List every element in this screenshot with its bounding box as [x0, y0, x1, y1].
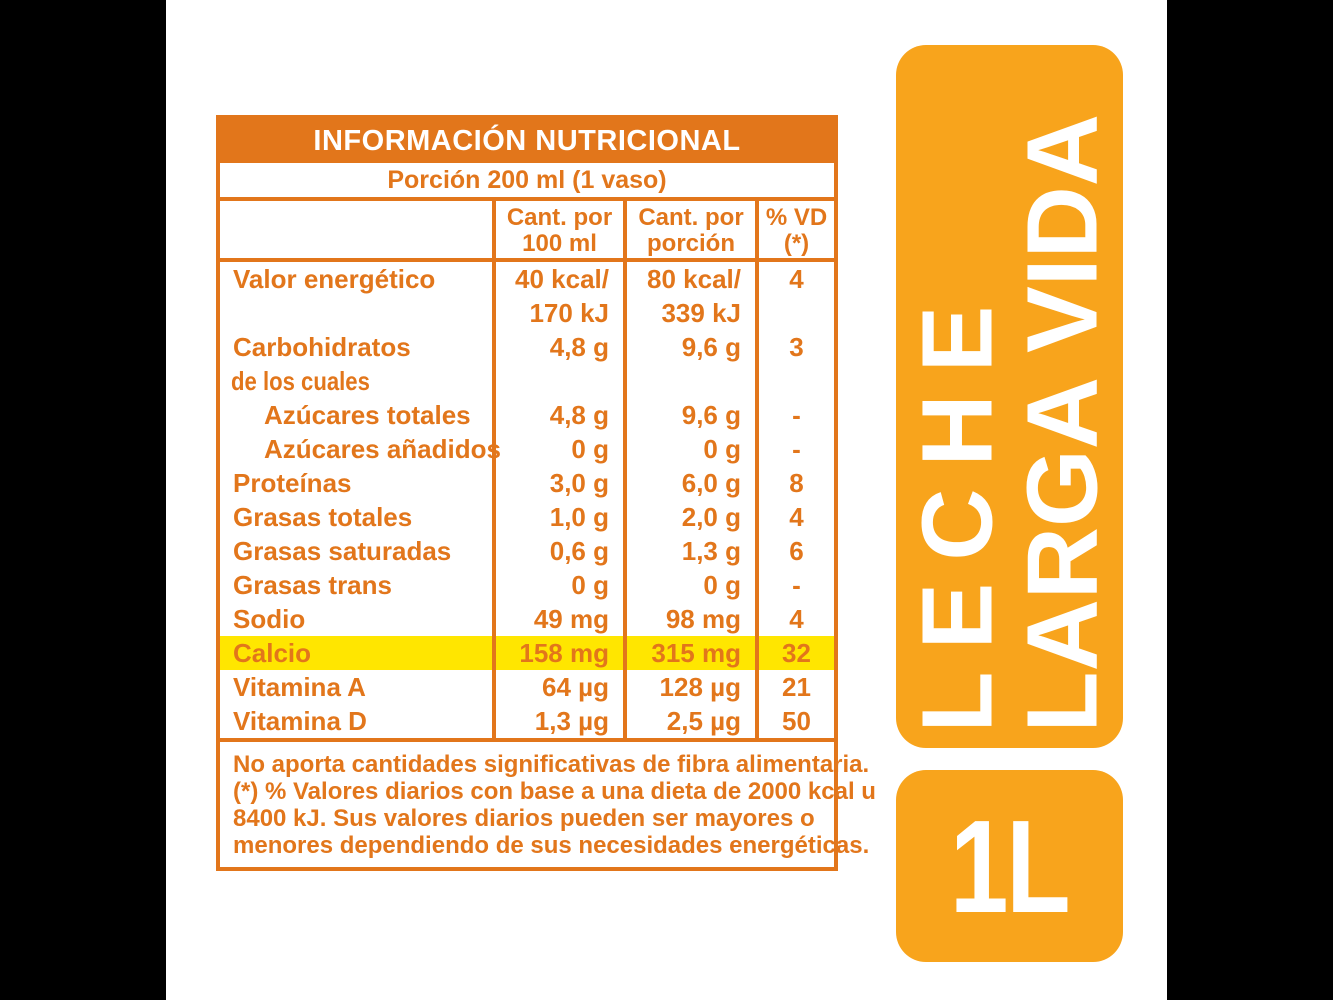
value-per-portion: 6,0 g	[623, 466, 755, 500]
value-per-portion: 2,0 g	[623, 500, 755, 534]
value-per-portion: 128 µg	[623, 670, 755, 704]
value-per-portion	[623, 364, 755, 398]
value-per-portion: 98 mg	[623, 602, 755, 636]
footnote-line: (*) % Valores diarios con base a una dieta de 2000 kcal u	[233, 778, 876, 805]
value-daily-percent: 6	[755, 534, 834, 568]
value-per-portion: 2,5 µg	[623, 704, 755, 738]
nutrient-label: Vitamina D	[233, 706, 367, 736]
value-daily-percent: 4	[755, 500, 834, 534]
value-per-portion: 9,6 g	[623, 330, 755, 364]
table-title: INFORMACIÓN NUTRICIONAL	[220, 119, 834, 163]
nutrition-facts-table	[216, 115, 876, 871]
column-header-daily-value: % VD (*)	[755, 201, 834, 258]
value-per-100ml: 4,8 g	[492, 330, 623, 364]
value-daily-percent: 3	[755, 330, 834, 364]
value-per-portion: 80 kcal/	[623, 262, 755, 296]
nutrition-body	[220, 262, 834, 742]
value-daily-percent: 4	[755, 602, 834, 636]
value-daily-percent: 4	[755, 262, 834, 296]
nutrient-label: Valor energético	[233, 264, 436, 294]
footnote	[220, 742, 876, 867]
value-per-100ml	[492, 364, 623, 398]
value-per-portion: 1,3 g	[623, 534, 755, 568]
column-headers	[220, 201, 834, 262]
nutrient-label: Grasas totales	[233, 502, 413, 532]
value-daily-percent: -	[755, 398, 834, 432]
volume-label: 1L	[950, 792, 1069, 940]
value-daily-percent: -	[755, 568, 834, 602]
value-per-100ml: 1,3 µg	[492, 704, 623, 738]
nutrient-label: Azúcares totales	[264, 400, 471, 430]
value-per-100ml: 1,0 g	[492, 500, 623, 534]
value-daily-percent: 8	[755, 466, 834, 500]
left-black-bar	[0, 0, 166, 1000]
nutrient-label: Grasas saturadas	[233, 536, 452, 566]
nutrient-label: Calcio	[220, 636, 492, 670]
product-name-badge	[896, 45, 1123, 748]
value-daily-percent: 50	[755, 704, 834, 738]
column-header-per-portion: Cant. por porción	[623, 201, 755, 258]
value-per-100ml: 49 mg	[492, 602, 623, 636]
value-per-portion: 0 g	[623, 432, 755, 466]
value-daily-percent	[755, 364, 834, 398]
column-header-per-100ml: Cant. por 100 ml	[492, 201, 623, 258]
value-daily-percent	[755, 296, 834, 330]
product-name-line2: LARGA VIDA	[1005, 113, 1118, 732]
value-per-portion: 9,6 g	[623, 398, 755, 432]
value-per-portion: 339 kJ	[623, 296, 755, 330]
nutrient-label: Carbohidratos	[233, 332, 411, 362]
value-per-100ml: 170 kJ	[492, 296, 623, 330]
volume-badge	[896, 770, 1123, 962]
value-per-100ml: 4,8 g	[492, 398, 623, 432]
value-per-100ml: 158 mg	[492, 636, 623, 670]
value-daily-percent: -	[755, 432, 834, 466]
nutrient-label: Grasas trans	[233, 570, 392, 600]
serving-size: Porción 200 ml (1 vaso)	[220, 163, 834, 201]
value-per-100ml: 0,6 g	[492, 534, 623, 568]
value-per-portion: 0 g	[623, 568, 755, 602]
value-daily-percent: 32	[755, 636, 834, 670]
value-per-100ml: 0 g	[492, 568, 623, 602]
right-black-bar	[1167, 0, 1333, 1000]
value-daily-percent: 21	[755, 670, 834, 704]
value-per-100ml: 40 kcal/	[492, 262, 623, 296]
product-name-line1: LECHE	[900, 283, 1013, 732]
nutrient-label: Vitamina A	[233, 672, 366, 702]
footnote-line: No aporta cantidades significativas de fibra alimentaria.	[233, 751, 870, 778]
value-per-100ml: 3,0 g	[492, 466, 623, 500]
value-per-portion: 315 mg	[623, 636, 755, 670]
value-per-100ml: 0 g	[492, 432, 623, 466]
product-name-vertical-text	[896, 45, 1123, 748]
nutrient-label: de los cuales	[231, 366, 370, 396]
nutrient-label: Proteínas	[233, 468, 352, 498]
column-header-empty	[220, 201, 492, 258]
value-per-100ml: 64 µg	[492, 670, 623, 704]
nutrient-label: Azúcares añadidos	[264, 434, 501, 464]
footnote-line: 8400 kJ. Sus valores diarios pueden ser mayores o	[233, 805, 815, 832]
nutrient-label	[220, 296, 492, 330]
nutrient-label: Sodio	[233, 604, 306, 634]
footnote-line: menores dependiendo de sus necesidades energéticas.	[233, 832, 870, 859]
